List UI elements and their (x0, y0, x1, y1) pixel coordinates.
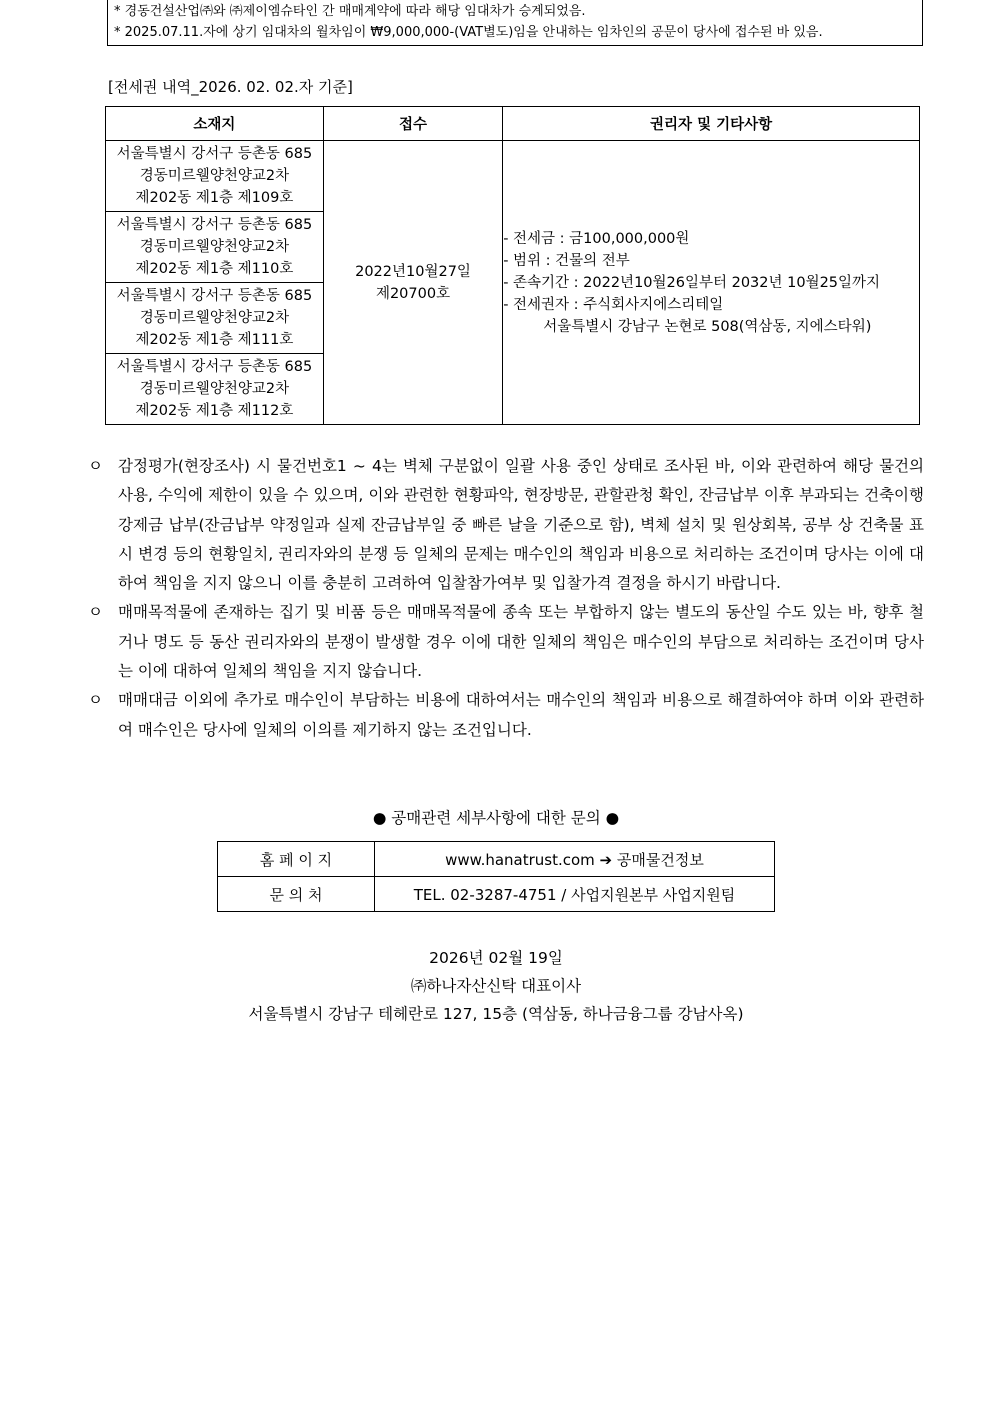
location-line: 제202동 제1층 제110호 (135, 261, 294, 277)
bullet: ㅇ (88, 603, 103, 622)
paragraph-text: 감정평가(현장조사) 시 물건번호1 ~ 4는 벽체 구분없이 일괄 사용 중인 상태로 조사된 바, 이와 관련하여 해당 물건의 사용, 수익에 제한이 있을 수 있으며, 이와 관련한 현황파악, 현장방문, 관할관청 확인, 잔금납부 이후 부과되는 건축이행강제금 납부(잔금납부 약정일과 실제 잔금납부일 중 빠른 날을 기준으로 함), 벽체 설치 및 원상회복, 공부 상 건축물 표시 변경 등의 현황일치, 권리자와의 분쟁 등 일체의 문제는 매수인의 책임과 비용으로 처리하는 조건이며 당사는 이에 대하여 책임을 지지 않으니 이를 충분히 고려하여 입찰참가여부 및 입찰가격 결정을 하시기 바랍니다. (118, 457, 924, 593)
lease-table (105, 106, 920, 425)
condition-paragraph (88, 598, 924, 686)
table-header-row (106, 107, 920, 141)
document-footer (0, 944, 992, 1028)
paragraph-text: 매매대금 이외에 추가로 매수인이 부담하는 비용에 대하여서는 매수인의 책임과 비용으로 해결하여야 하며 이와 관련하여 매수인은 당사에 일체의 이의를 제기하지 않는 조건입니다. (118, 691, 924, 739)
location-line: 서울특별시 강서구 등촌동 685 (116, 288, 313, 304)
inquiry-title: ● 공매관련 세부사항에 대한 문의 ● (372, 809, 620, 827)
condition-paragraph (88, 452, 924, 598)
condition-paragraph (88, 686, 924, 745)
contact-value: TEL. 02-3287-4751 / 사업지원본부 사업지원팀 (375, 877, 775, 912)
lease-section-title: [전세권 내역_2026. 02. 02.자 기준] (108, 78, 353, 96)
location-line: 경동미르웰양천양교2차 (139, 168, 290, 184)
table-row (106, 141, 920, 212)
bullet: ㅇ (88, 457, 103, 475)
footer-address: 서울특별시 강남구 테헤란로 127, 15층 (역삼동, 하나금융그룹 강남사옥) (248, 1005, 744, 1023)
location-line: 서울특별시 강서구 등촌동 685 (116, 217, 313, 233)
table-row (218, 842, 775, 877)
location-line: 제202동 제1층 제109호 (135, 190, 294, 206)
location-cell (106, 354, 324, 425)
rights-line: 서울특별시 강남구 논현로 508(역삼동, 지에스타워) (543, 318, 872, 335)
receipt-number: 제20700호 (375, 285, 451, 302)
inquiry-label: 홈 페 이 지 (218, 842, 375, 877)
table-row (218, 877, 775, 912)
paragraph-text: 매매목적물에 존재하는 집기 및 비품 등은 매매목적물에 종속 또는 부합하지 않는 별도의 동산일 수도 있는 바, 향후 철거나 명도 등 동산 권리자와의 분쟁이 발생할 경우 이에 대한 일체의 책임은 매수인의 부담으로 처리하는 조건이며 당사는 이에 대하여 일체의 책임을 지지 않습니다. (118, 603, 924, 681)
receipt-cell (323, 141, 502, 425)
rights-line: - 존속기간 : 2022년10월26일부터 2032년 10월25일까지 (503, 274, 881, 291)
location-cell (106, 141, 324, 212)
location-cell (106, 212, 324, 283)
note-line: * 경동건설산업㈜와 ㈜제이엠슈타인 간 매매계약에 따라 해당 임대차가 승계되었음. (114, 4, 586, 19)
rights-line: - 범위 : 건물의 전부 (503, 252, 630, 269)
rights-line: - 전세금 : 금100,000,000원 (503, 230, 690, 247)
location-line: 서울특별시 강서구 등촌동 685 (116, 359, 313, 375)
location-cell (106, 283, 324, 354)
rights-cell (503, 141, 920, 425)
location-line: 제202동 제1층 제111호 (135, 332, 294, 348)
bullet: ㅇ (88, 691, 103, 710)
note-line: * 2025.07.11.자에 상기 임대차의 월차임이 ₩9,000,000-(VAT별도)임을 안내하는 임차인의 공문이 당사에 접수된 바 있음. (114, 25, 823, 40)
receipt-date: 2022년10월27일 (355, 263, 471, 280)
location-line: 서울특별시 강서구 등촌동 685 (116, 146, 313, 162)
location-line: 경동미르웰양천양교2차 (139, 239, 290, 255)
inquiry-table (217, 841, 775, 912)
location-line: 경동미르웰양천양교2차 (139, 310, 290, 326)
column-header: 권리자 및 기타사항 (503, 107, 920, 141)
inquiry-label: 문 의 처 (218, 877, 375, 912)
location-line: 경동미르웰양천양교2차 (139, 381, 290, 397)
rights-line: - 전세권자 : 주식회사지에스리테일 (503, 296, 724, 313)
footer-date: 2026년 02월 19일 (429, 949, 563, 967)
footer-company: ㈜하나자산신탁 대표이사 (410, 977, 582, 995)
column-header: 접수 (323, 107, 502, 141)
location-line: 제202동 제1층 제112호 (135, 403, 294, 419)
homepage-value: www.hanatrust.com ➔ 공매물건정보 (375, 842, 775, 877)
column-header: 소재지 (106, 107, 324, 141)
notes-box (107, 0, 923, 46)
conditions-list (88, 452, 924, 745)
